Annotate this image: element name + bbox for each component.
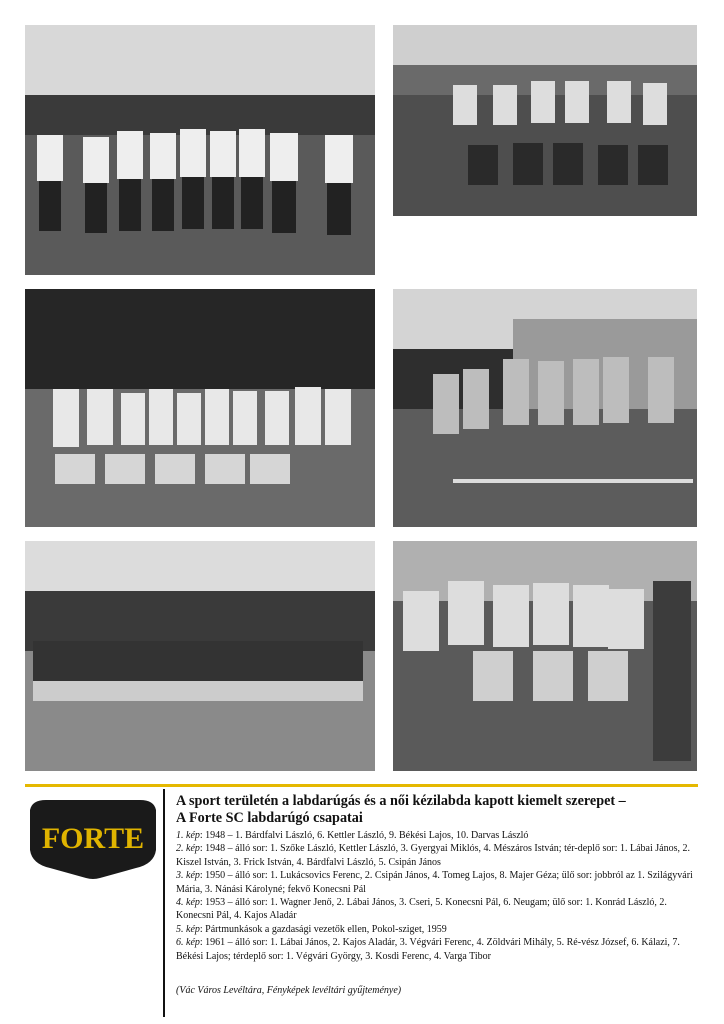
team-photo-1961 (393, 541, 697, 771)
caption-entry-4: 4. kép: 1953 – álló sor: 1. Wagner Jenő, 2. Lábai János, 3. Cseri, 5. Konecsni Pál, 6. Neugam; ülő sor: 1. Konrád László, 2. Konecsni Pál, 4. Kajos Aladár (176, 897, 667, 922)
team-photo-1950 (25, 289, 375, 527)
photo-6 (393, 541, 697, 771)
photo-1 (25, 25, 375, 275)
caption-block (176, 793, 696, 963)
photo-2 (393, 25, 697, 216)
team-photo-1948-checkered (25, 25, 375, 275)
team-photo-1959 (25, 541, 375, 771)
caption-title (176, 793, 696, 827)
divider-line (163, 789, 165, 1017)
caption-entry-5: 5. kép: Pártmunkások a gazdasági vezetők ellen, Pokol-sziget, 1959 (176, 923, 447, 935)
photo-4 (393, 289, 697, 527)
team-photo-1948-striped (393, 25, 697, 216)
caption-entry-2: 2. kép: 1948 – álló sor: 1. Szőke László, Kettler László, 3. Gyergyai Miklós, 4. Mészáros István; tér-deplő sor: 1. Lábai János, 2. Kiszel István, 3. Frick István, 4. Bárdfalvi László, 5. Csipán János (176, 843, 690, 868)
photo-5 (25, 541, 375, 771)
accent-rule (25, 784, 698, 787)
forte-logo (26, 790, 160, 886)
caption-entry-6: 6. kép: 1961 – álló sor: 1. Lábai János, 2. Kajos Aladár, 3. Végvári Ferenc, 4. Zöldvári Mihály, 5. Ré-vész József, 6. Kálazi, 7. Békési Lajos; térdeplő sor: 1. Végvári György, 3. Kosdi Ferenc, 4. Varga Tibor (176, 937, 680, 962)
caption-title-line1: A sport területén a labdarúgás és a női kézilabda kapott kiemelt szerepet – (176, 793, 626, 809)
source-note: (Vác Város Levéltára, Fényképek levéltári gyűjteménye) (176, 985, 402, 996)
caption-entry-1: 1. kép: 1948 – 1. Bárdfalvi László, 6. Kettler László, 9. Békési Lajos, 10. Darvas László (176, 830, 529, 841)
logo-text: FORTE (41, 822, 145, 855)
caption-title-line2: A Forte SC labdarúgó csapatai (176, 810, 363, 826)
photo-3 (25, 289, 375, 527)
team-photo-1953 (393, 289, 697, 527)
caption-entry-3: 3. kép: 1950 – álló sor: 1. Lukácsovics Ferenc, 2. Csipán János, 4. Tomeg Lajos, 8. Majer Géza; ülő sor: jobbról az 1. Szilágyvári Mária, 3. Nánási Károlyné; fekvő Konecsni Pál (176, 870, 693, 895)
